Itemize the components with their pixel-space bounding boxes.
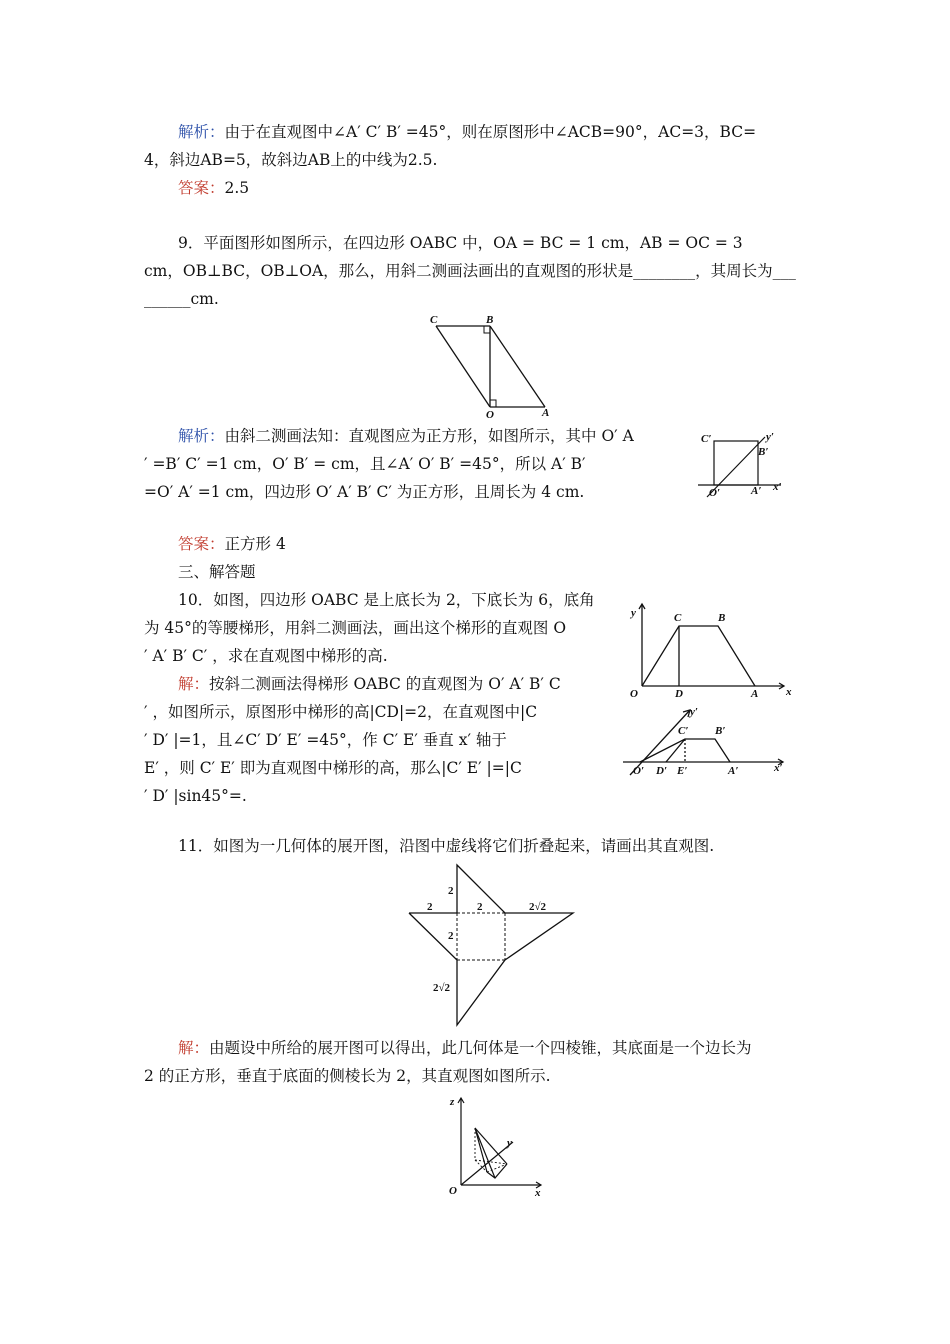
q11-line1: 11．如图为一几何体的展开图，沿图中虚线将它们折叠起来，请画出其直观图. [178, 837, 715, 855]
label-bottom-2root2: 2√2 [433, 982, 451, 994]
label-e-prime: E′ [677, 765, 688, 777]
label-y: y [507, 1137, 512, 1149]
label-b: B [486, 314, 494, 326]
label-y: y [631, 607, 636, 619]
q10-line2: 为 45°的等腰梯形，用斜二测画法，画出这个梯形的直观图 O [144, 619, 567, 637]
q11-pyramid-figure [445, 1090, 555, 1200]
label-right-2root2: 2√2 [529, 901, 547, 913]
q9-answer-value: 正方形 4 [224, 535, 286, 553]
q9-answer [178, 533, 286, 555]
q10-solution-line4: E′ ，则 C′ E′ 即为直观图中梯形的高，那么|C′ E′ |=|C [144, 759, 522, 777]
q9-solution-line2: ′ =B′ C′ =1 cm，O′ B′ = cm，且∠A′ O′ B′ =45°，所以 A′ B′ [144, 455, 586, 473]
label-b-prime: B′ [758, 446, 769, 458]
edge-oc [436, 326, 490, 407]
q8-solution-text1: 由于在直观图中∠A′ C′ B′ =45°，则在原图形中∠ACB=90°，AC=3，BC= [224, 123, 757, 141]
q10-solution-label: 解： [178, 675, 210, 693]
label-x: x [786, 686, 792, 698]
label-d-prime: D′ [656, 765, 668, 777]
q10-trapezoid-figure [622, 598, 797, 698]
q10-solution-line2: ′ ，如图所示，原图形中梯形的高|CD|=2，在直观图中|C [144, 703, 538, 721]
label-y-prime: y′ [766, 431, 774, 443]
q10-oblique-figure [618, 705, 798, 780]
q8-solution-line2: 4，斜边AB=5，故斜边AB上的中线为2.5. [144, 151, 438, 169]
q8-answer-label: 答案： [178, 179, 225, 197]
q9-parallelogram-figure [420, 312, 570, 422]
q10-line3: ′ A′ B′ C′ ，求在直观图中梯形的高. [144, 647, 388, 665]
label-side-2: 2 [448, 930, 454, 942]
q11-net-figure [405, 860, 585, 1030]
label-d: D [675, 688, 683, 700]
label-a-prime: A′ [751, 485, 762, 497]
label-b-prime: B′ [715, 725, 726, 737]
label-a-prime: A′ [728, 765, 739, 777]
label-a: A [751, 688, 759, 700]
q10-solution-line3: ′ D′ |=1，且∠C′ D′ E′ =45°，作 C′ E′ 垂直 x′ 轴于 [144, 731, 507, 749]
q8-solution-line1 [178, 121, 756, 143]
label-y-prime: y′ [690, 706, 698, 718]
q9-solution-line1 [178, 425, 634, 447]
q11-solution-line1 [178, 1037, 752, 1059]
label-x-prime: x′ [773, 481, 782, 493]
q10-line1: 10．如图，四边形 OABC 是上底长为 2，下底长为 6，底角 [178, 591, 595, 609]
label-top-left-2: 2 [427, 901, 433, 913]
q8-answer [178, 177, 249, 199]
q9-solution-label: 解析： [178, 427, 225, 445]
label-c: C [430, 314, 438, 326]
label-z: z [450, 1096, 455, 1108]
label-c: C [674, 612, 682, 624]
label-upper-2: 2 [448, 885, 454, 897]
q10-solution-line5: ′ D′ |sin45°=. [144, 787, 247, 805]
q9-solution-line3: =O′ A′ =1 cm，四边形 O′ A′ B′ C′ 为正方形，且周长为 4 cm. [144, 483, 585, 501]
label-x: x [535, 1187, 541, 1199]
q9-answer-label: 答案： [178, 535, 225, 553]
label-b: B [718, 612, 726, 624]
q11-solution-line2: 2 的正方形，垂直于底面的侧棱长为 2，其直观图如图所示. [144, 1067, 551, 1085]
q10-solution-line1 [178, 673, 561, 695]
q9-solution-text1: 由斜二测画法知：直观图应为正方形，如图所示，其中 O′ A [224, 427, 634, 445]
q11-solution-label: 解： [178, 1039, 210, 1057]
label-mid-2: 2 [477, 901, 483, 913]
q11-solution-text1: 由题设中所给的展开图可以得出，此几何体是一个四棱锥，其底面是一个边长为 [209, 1039, 752, 1057]
edge-ba [490, 326, 545, 407]
label-c-prime: C′ [701, 433, 712, 445]
label-o: O [449, 1185, 457, 1197]
q8-answer-value: 2.5 [224, 179, 250, 197]
section-heading: 三、解答题 [178, 563, 256, 581]
q10-solution-text1: 按斜二测画法得梯形 OABC 的直观图为 O′ A′ B′ C [209, 675, 561, 693]
label-o-prime: O′ [633, 765, 645, 777]
label-o: O [486, 409, 494, 421]
q9-line2: cm，OB⊥BC，OB⊥OA，那么，用斜二测画法画出的直观图的形状是________，其周长为___ [144, 262, 796, 280]
label-a: A [542, 407, 550, 419]
label-c-prime: C′ [678, 725, 689, 737]
q8-solution-label: 解析： [178, 123, 225, 141]
label-o-prime: O′ [709, 487, 721, 499]
label-o: O [630, 688, 638, 700]
q9-square-figure [693, 427, 788, 502]
q9-line1: 9．平面图形如图所示，在四边形 OABC 中，OA = BC = 1 cm，AB = OC = 3 [178, 234, 743, 252]
q9-line3: ______cm. [144, 290, 219, 308]
label-x-prime: x′ [774, 762, 783, 774]
